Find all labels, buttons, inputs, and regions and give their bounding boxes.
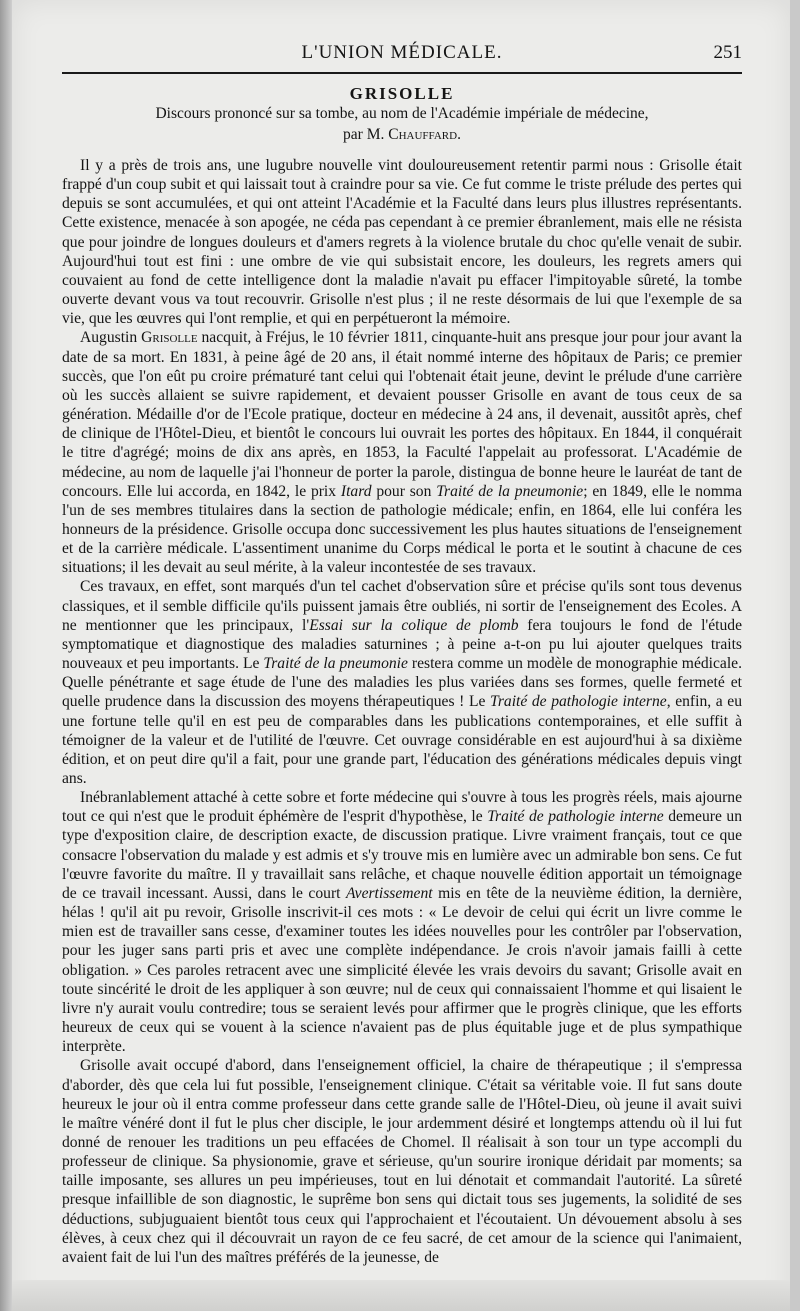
article-subtitle: Discours prononcé sur sa tombe, au nom de l'Académie impériale de médecine, <box>155 105 649 122</box>
paragraph-text: Augustin <box>80 329 142 347</box>
header-rule <box>62 72 742 74</box>
paragraph-text: Ces travaux, en effet, sont marqués d'un tel cachet d'observation sûre et précise qu'ils sont tous devenus classiques, et il semble difficile qu'ils puissent jamais être oubliés, ni sortir de l'enseignement des Ecoles. A ne mentionner que les principaux, l' <box>62 578 742 634</box>
italic-text: Itard <box>340 482 372 500</box>
paragraph-text: ; en 1849, elle le nomma l'un de ses membres titulaires dans la section de pathologie médicale; enfin, en 1864, elle lui conféra les honneurs de la présidence. Grisolle occupa donc successivement les plus hautes situations de l'enseignement et de la carrière médicale. L'assentiment unanime du Corps médical le porta et le soutint à chacune de ces situations; il les devait au seul mérite, à la valeur incontestée de ses travaux. <box>62 482 742 577</box>
running-title: L'UNION MÉDICALE. <box>301 42 503 63</box>
paragraph-text: Inébranlablement attaché à cette sobre et forte médecine qui s'ouvre à tous les progrès réels, mais ajourne tout ce qui n'est que le produit éphémère de l'esprit d'hypothèse, le <box>62 789 742 826</box>
italic-text: Essai sur la colique de plomb <box>309 616 519 634</box>
italic-text: Traité de la pneumonie <box>436 482 584 500</box>
paragraph <box>62 788 742 1056</box>
paragraph-text: mis en tête de la neuvième édition, la dernière, hélas ! qu'il ait pu revoir, Grisolle inscrivit-il ces mots : « Le devoir de celui qui écrit un livre comme le mien est de travailler sans cesse, d'examiner toutes les idées nouvelles pour les contrôler par l'observation, pour les juger sans parti pris et avec une complète indépendance. Je crois n'avoir jamais failli à cette obligation. » Ces paroles retracent avec une simplicité élevée les vrais devoirs du savant; Grisolle avait en toute sincérité le droit de les appliquer à son œuvre; nul de ceux qui connaissaient l'homme et qui lisaient le livre n'y aurait voulu contredire; tous se seraient levés pour affirmer que le progrès clinique, que les efforts heureux de ceux qui se vouent à la science n'avaient pas de plus équitable juge et de plus sympathique interprète. <box>62 884 742 1056</box>
paragraph-text: nacquit, à Fréjus, le 10 février 1811, cinquante-huit ans presque jour pour jour avant la date de sa mort. En 1831, à peine âgé de 20 ans, il était nommé interne des hôpitaux de Paris; ce premier succès, que l'on eût pu croire prématuré tant celui qui l'obtenait était jeune, devint le prélude d'une carrière où les succès allaient se suivre rapidement, et devaient pousser Grisolle en avant de tous ceux de sa génération. Médaille d'or de l'Ecole pratique, docteur en médecine à 24 ans, il devenait, aussitôt après, chef de clinique de l'Hôtel-Dieu, et bientôt le concours lui ouvrait les portes des hôpitaux. En 1844, il conquérait le titre d'agrégé; moins de dix ans après, en 1853, la Faculté l'appelait au professorat. L'Académie de médecine, au nom de laquelle j'ai l'honneur de porter la parole, distingua de bonne heure le lauréat de tant de concours. Elle lui accorda, en 1842, le prix <box>62 329 742 500</box>
paragraph-text: pour son <box>371 482 437 500</box>
italic-text: Traité de pathologie interne <box>490 693 667 711</box>
page-bottom-edge <box>12 1280 790 1311</box>
article-body <box>62 156 742 1267</box>
paragraph-text: demeure un type d'exposition claire, de description exacte, de discussion pratique. Livre vraiment français, tout ce que consacre l'observation du malade y est admis et s'y trouve mis en lumière avec un admirable bon sens. Ce fut l'œuvre favorite du maître. Il y travaillait sans relâche, et chaque nouvelle édition apportait un témoignage de ce travail incessant. Aussi, dans le court <box>62 808 743 902</box>
article <box>62 84 742 1267</box>
byline-author: Chauffard. <box>388 126 461 143</box>
paragraph <box>62 328 742 577</box>
page-binding-edge <box>0 0 12 1311</box>
paragraph <box>62 577 742 788</box>
italic-text: Traité de la pneumonie <box>263 655 408 673</box>
paragraph-text: , enfin, a eu une fortune telle qu'il en est peu de comparables dans les publications contemporaines, et elle suffit à témoigner de la valeur et de l'utilité de l'œuvre. Cet ouvrage considérable en est aujourd'hui à sa dixième édition, et on peut dire qu'il a fait, pour une grande part, l'éducation des générations médicales depuis vingt ans. <box>62 693 743 787</box>
page-number: 251 <box>713 42 742 63</box>
paragraph <box>62 156 742 328</box>
italic-text: Traité de pathologie interne <box>487 808 664 826</box>
italic-text: Avertissement <box>345 884 433 902</box>
article-byline <box>62 126 742 144</box>
page-header <box>62 40 742 70</box>
surname-smallcaps: Grisolle <box>141 329 198 347</box>
paragraph <box>62 1056 742 1267</box>
paragraph-text: fera toujours le fond de l'étude symptomatique et diagnostique des maladies saturnines ; à peine a-t-on pu lui ajouter quelques traits nouveaux et peu importants. Le <box>62 616 742 673</box>
paragraph-text: restera comme un modèle de monographie médicale. Quelle pénétrante et sage étude de l'une des maladies les plus variées dans ses formes, quelle fermeté et quelle prudence dans la discussion des moyens thérapeutiques ! Le <box>62 655 742 711</box>
article-title: GRISOLLE <box>349 84 455 103</box>
paragraph-text: Grisolle avait occupé d'abord, dans l'enseignement officiel, la chaire de thérapeutique ; il s'empressa d'aborder, dès que cela lui fut possible, l'enseignement clinique. C'était sa véritable voie. Il fut sans doute heureux le jour où il entra comme professeur dans cette grande salle de l'Hôtel-Dieu, où jeune il avait suivi le maître vénéré dont il fut le plus cher disciple, le jour ardemment désiré et longtemps attendu où il lui fut donné de renouer les traditions un peu effacées de Chomel. Il réalisait à son tour un type accompli du professeur de clinique. Sa physionomie, grave et sérieuse, qu'un sourire ironique déridait par moments; sa taille imposante, ses allures un peu impérieuses, tout en lui dénotait et commandait l'autorité. La sûreté presque infaillible de son diagnostic, le suprême bon sens qui dictait tous ses jugements, la solidité de ses déductions, subjuguaient bientôt tous ceux qui l'approchaient et l'écoutaient. Un dévouement absolu à ses élèves, à ceux chez qui il découvrait un rayon de ce feu sacré, de cet amour de la science qui l'animaient, avaient fait de lui l'un des maîtres préférés de la jeunesse, de <box>62 1057 742 1266</box>
paragraph-text: Il y a près de trois ans, une lugubre nouvelle vint douloureusement retentir parmi nous : Grisolle était frappé d'un coup subit et qui laissait tout à craindre pour sa vie. Ce fut comme le triste prélude des pertes qui depuis se sont accumulées, et qui ont atteint l'Académie et la Faculté dans leurs plus illustres représentants. Cette existence, menacée à son apogée, ne céda pas cependant à ce premier ébranlement, mais elle ne résista que pour joindre de longues douleurs et d'amers regrets à la violence brutale du choc qu'elle venait de subir. Aujourd'hui tout est fini : une ombre de vie qui subsistait encore, les douleurs, les regrets amers qui couvaient au fond de cette intelligence dont la maladie n'avait pu effacer l'impitoyable sûreté, la tombe ouverte devant vous va tout recouvrir. Grisolle n'est plus ; il ne reste désormais de lui que l'exemple de sa vie, que les œuvres qui l'ont remplie, et qui en perpétueront la mémoire. <box>62 157 742 328</box>
byline-prefix: par M. <box>343 126 385 143</box>
